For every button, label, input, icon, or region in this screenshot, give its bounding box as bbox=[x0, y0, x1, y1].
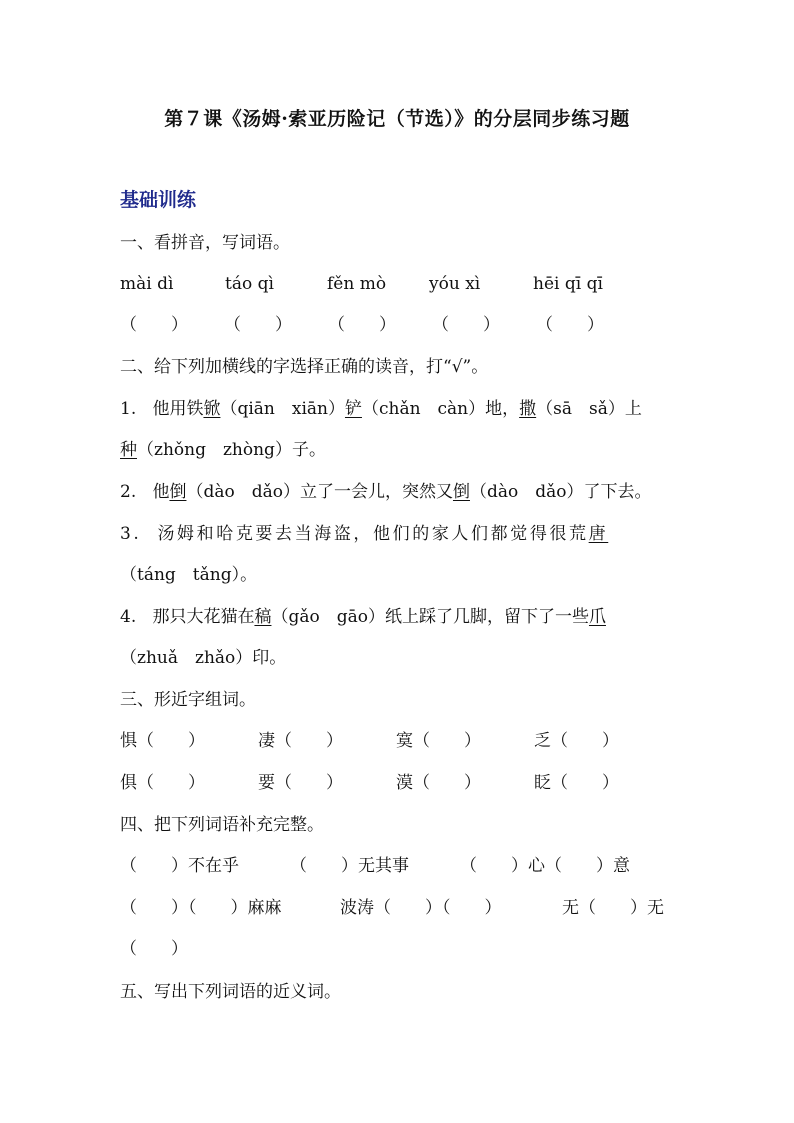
item-text: （gǎo gāo）纸上踩了几脚，留下了一些 bbox=[271, 607, 589, 627]
q2-item-1 bbox=[120, 397, 642, 421]
answer-blank: （ ） bbox=[536, 315, 604, 335]
answer-blank: （ ） bbox=[224, 315, 292, 335]
q1-blank-row bbox=[120, 313, 604, 337]
item-number: 1. bbox=[120, 399, 137, 419]
q3-row-1 bbox=[120, 729, 619, 753]
word-pair: 要（ ） bbox=[258, 773, 343, 793]
pinyin-item: hēi qī qī bbox=[533, 274, 603, 294]
q1-pinyin-row bbox=[120, 272, 603, 296]
item-text: 汤姆和哈克要去当海盗，他们的家人们都觉得很荒 bbox=[157, 524, 589, 544]
underlined-char: 稿 bbox=[254, 607, 272, 627]
answer-blank: （ ） bbox=[120, 315, 188, 335]
idiom-item: （ ）心（ ）意 bbox=[460, 856, 630, 876]
underlined-char: 撒 bbox=[519, 399, 537, 419]
item-text: 他用铁 bbox=[152, 399, 204, 419]
underlined-char: 爪 bbox=[588, 607, 606, 627]
section-heading: 基础训练 bbox=[120, 189, 197, 211]
q4-row-3: （ ） bbox=[120, 939, 188, 959]
q2-item-4 bbox=[120, 605, 606, 629]
page-title: 第７课《汤姆·索亚历险记（节选）》的分层同步练习题 bbox=[164, 108, 630, 130]
idiom-item: （ ）不在乎 bbox=[120, 856, 239, 876]
idiom-item: （ ）无其事 bbox=[290, 856, 409, 876]
item-text: 他 bbox=[152, 482, 170, 502]
item-text: （sā sǎ）上 bbox=[536, 399, 642, 419]
q5-heading: 五、写出下列词语的近义词。 bbox=[120, 982, 341, 1002]
item-text: （dào dǎo）立了一会儿，突然又 bbox=[186, 482, 453, 502]
word-pair: 寞（ ） bbox=[396, 731, 481, 751]
word-pair: 惧（ ） bbox=[120, 731, 205, 751]
item-text: （zhuǎ zhǎo）印。 bbox=[120, 648, 287, 668]
idiom-item: 无（ ）无 bbox=[562, 898, 664, 918]
answer-blank: （ ） bbox=[432, 315, 500, 335]
idiom-item: （ ）（ ）麻麻 bbox=[120, 898, 282, 918]
q3-heading: 三、形近字组词。 bbox=[120, 690, 256, 710]
q3-row-2 bbox=[120, 771, 619, 795]
pinyin-item: yóu xì bbox=[429, 274, 481, 294]
q4-row-1 bbox=[120, 854, 630, 878]
item-number: 4. bbox=[120, 607, 137, 627]
q2-heading: 二、给下列加横线的字选择正确的读音，打“√”。 bbox=[120, 357, 489, 377]
q2-item-3-cont bbox=[120, 563, 257, 587]
q2-item-2 bbox=[120, 480, 651, 504]
q2-item-3 bbox=[120, 522, 608, 546]
q4-row-2 bbox=[120, 896, 664, 920]
item-number: 3. bbox=[120, 524, 142, 544]
q2-item-4-cont bbox=[120, 646, 286, 670]
word-pair: 眨（ ） bbox=[534, 773, 619, 793]
q4-heading: 四、把下列词语补充完整。 bbox=[120, 815, 324, 835]
underlined-char: 唐 bbox=[588, 524, 609, 544]
item-text: （dào dǎo）了下去。 bbox=[469, 482, 652, 502]
pinyin-item: táo qì bbox=[225, 274, 274, 294]
underlined-char: 倒 bbox=[169, 482, 187, 502]
pinyin-item: fěn mò bbox=[327, 274, 387, 294]
idiom-item: 波涛（ ）（ ） bbox=[340, 898, 502, 918]
item-text: （chǎn càn）地， bbox=[361, 399, 520, 419]
word-pair: 凄（ ） bbox=[258, 731, 343, 751]
underlined-char: 种 bbox=[120, 440, 137, 460]
underlined-char: 锨 bbox=[203, 399, 221, 419]
item-text: （zhǒng zhòng）子。 bbox=[137, 440, 326, 460]
item-text: （táng tǎng）。 bbox=[120, 565, 258, 585]
underlined-char: 铲 bbox=[344, 399, 362, 419]
item-text: （qiān xiān） bbox=[220, 399, 345, 419]
q2-item-1-cont bbox=[120, 438, 326, 462]
pinyin-item: mài dì bbox=[120, 274, 174, 294]
answer-blank: （ ） bbox=[328, 315, 396, 335]
q1-heading: 一、看拼音，写词语。 bbox=[120, 233, 290, 253]
underlined-char: 倒 bbox=[452, 482, 470, 502]
word-pair: 漠（ ） bbox=[396, 773, 481, 793]
word-pair: 俱（ ） bbox=[120, 773, 205, 793]
item-number: 2. bbox=[120, 482, 137, 502]
word-pair: 乏（ ） bbox=[534, 731, 619, 751]
item-text: 那只大花猫在 bbox=[152, 607, 255, 627]
